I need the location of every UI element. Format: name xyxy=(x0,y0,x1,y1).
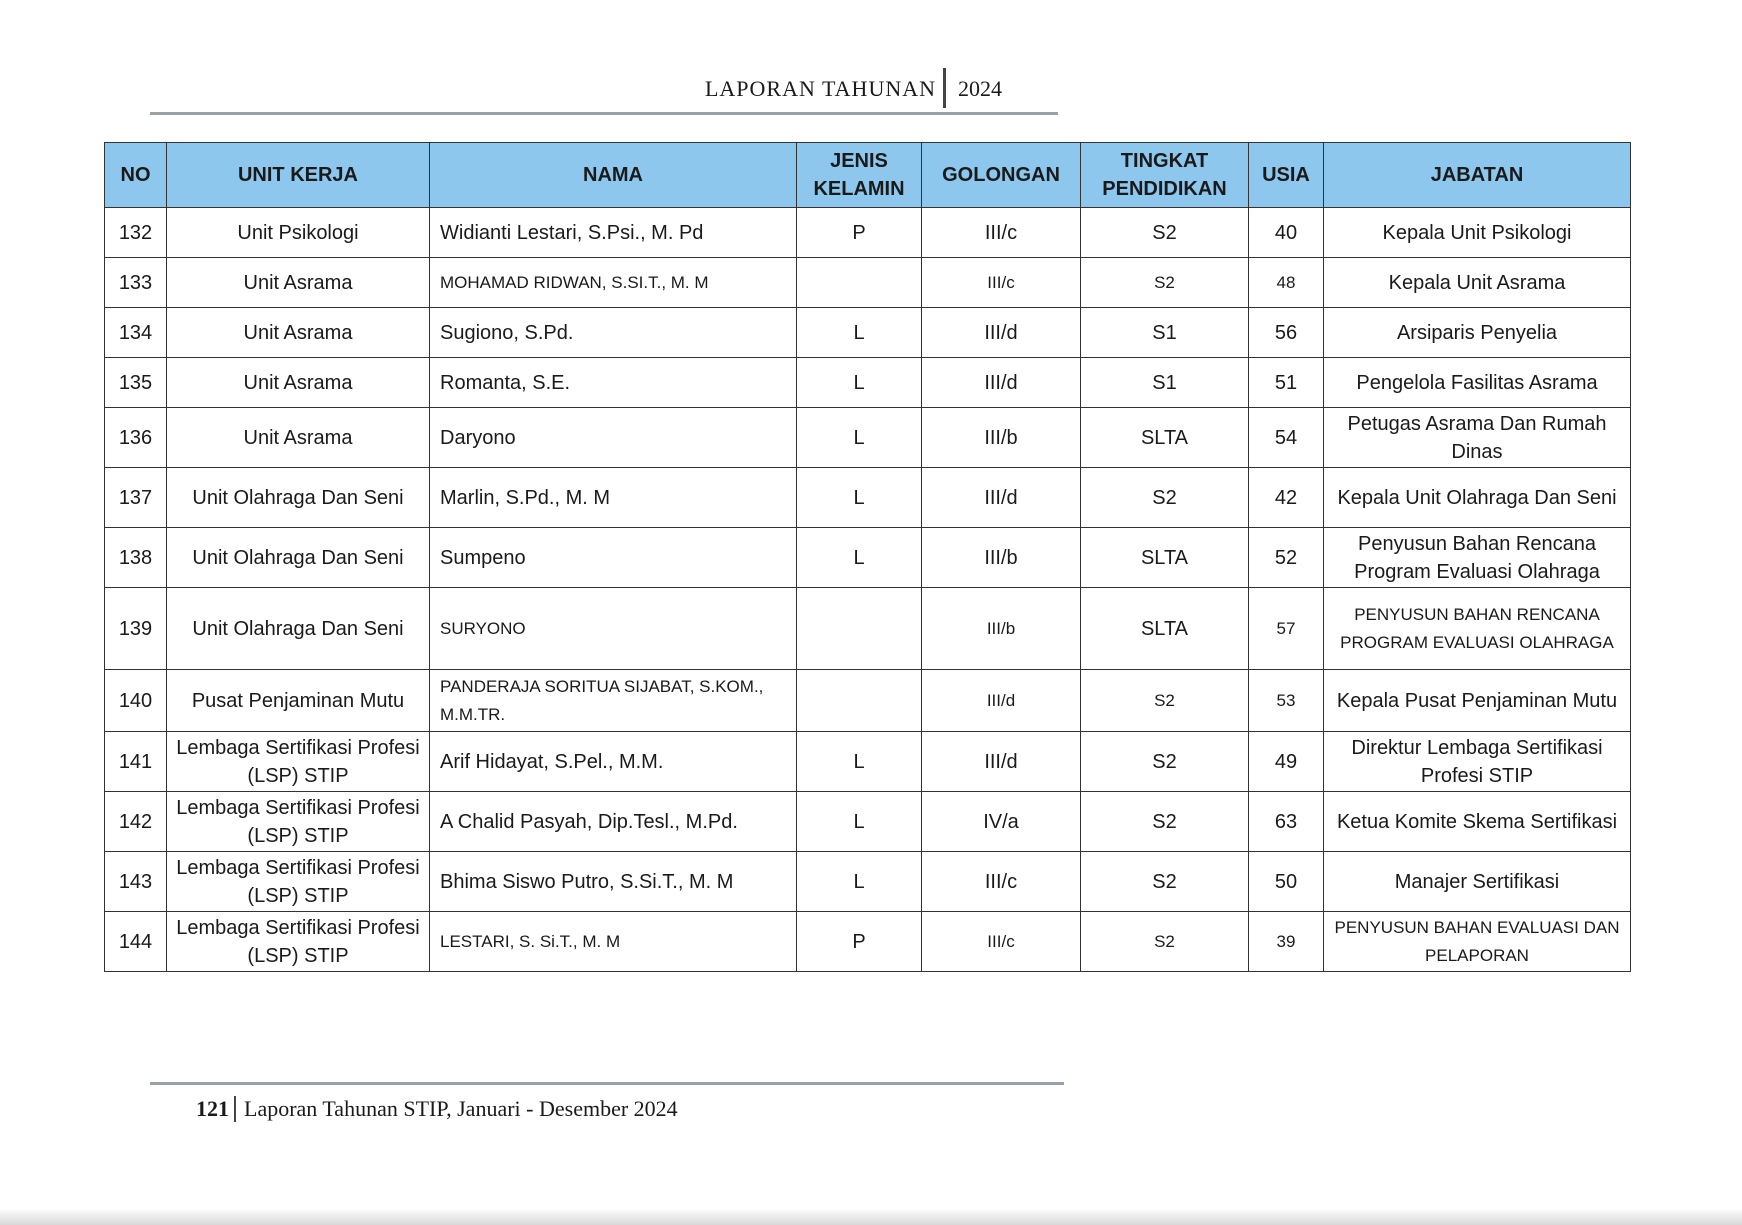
cell-pendidikan: S1 xyxy=(1081,358,1249,408)
cell-jabatan: Penyusun Bahan Rencana Program Evaluasi Olahraga xyxy=(1324,528,1631,588)
scan-edge-shadow xyxy=(0,1208,1742,1225)
cell-golongan: III/d xyxy=(922,308,1081,358)
cell-usia: 57 xyxy=(1249,588,1324,670)
cell-golongan: III/d xyxy=(922,670,1081,732)
cell-usia: 48 xyxy=(1249,258,1324,308)
cell-jabatan: Kepala Pusat Penjaminan Mutu xyxy=(1324,670,1631,732)
cell-jenis-kelamin: L xyxy=(797,528,922,588)
cell-unit-kerja: Unit Psikologi xyxy=(167,208,430,258)
cell-nama: A Chalid Pasyah, Dip.Tesl., M.Pd. xyxy=(430,792,797,852)
cell-golongan: III/c xyxy=(922,208,1081,258)
cell-pendidikan: S2 xyxy=(1081,258,1249,308)
header-separator xyxy=(943,68,946,108)
column-header-jenis-kelamin: JENIS KELAMIN xyxy=(797,143,922,208)
cell-golongan: III/c xyxy=(922,258,1081,308)
cell-jabatan: Kepala Unit Olahraga Dan Seni xyxy=(1324,468,1631,528)
cell-jenis-kelamin: L xyxy=(797,468,922,528)
cell-unit-kerja: Unit Olahraga Dan Seni xyxy=(167,588,430,670)
table-row xyxy=(105,208,1631,258)
cell-jabatan: Pengelola Fasilitas Asrama xyxy=(1324,358,1631,408)
table-row xyxy=(105,670,1631,732)
table-row xyxy=(105,408,1631,468)
cell-no: 140 xyxy=(105,670,167,732)
cell-no: 132 xyxy=(105,208,167,258)
cell-golongan: III/c xyxy=(922,852,1081,912)
cell-unit-kerja: Lembaga Sertifikasi Profesi (LSP) STIP xyxy=(167,792,430,852)
column-header-unit-kerja: UNIT KERJA xyxy=(167,143,430,208)
cell-golongan: III/d xyxy=(922,732,1081,792)
cell-no: 133 xyxy=(105,258,167,308)
cell-jenis-kelamin xyxy=(797,670,922,732)
column-header-golongan: GOLONGAN xyxy=(922,143,1081,208)
cell-golongan: IV/a xyxy=(922,792,1081,852)
cell-no: 136 xyxy=(105,408,167,468)
table-row xyxy=(105,528,1631,588)
cell-usia: 50 xyxy=(1249,852,1324,912)
cell-jabatan: Manajer Sertifikasi xyxy=(1324,852,1631,912)
cell-pendidikan: S2 xyxy=(1081,792,1249,852)
page-footer xyxy=(150,1082,1064,1132)
cell-jenis-kelamin xyxy=(797,588,922,670)
column-header-tingkat-pendidikan: TINGKAT PENDIDIKAN xyxy=(1081,143,1249,208)
column-header-nama: NAMA xyxy=(430,143,797,208)
cell-nama: MOHAMAD RIDWAN, S.SI.T., M. M xyxy=(430,258,797,308)
cell-pendidikan: S2 xyxy=(1081,852,1249,912)
cell-nama: Sugiono, S.Pd. xyxy=(430,308,797,358)
cell-jabatan: Petugas Asrama Dan Rumah Dinas xyxy=(1324,408,1631,468)
cell-usia: 52 xyxy=(1249,528,1324,588)
cell-jenis-kelamin: L xyxy=(797,358,922,408)
cell-nama: Sumpeno xyxy=(430,528,797,588)
cell-jabatan: Direktur Lembaga Sertifikasi Profesi STIP xyxy=(1324,732,1631,792)
cell-pendidikan: S2 xyxy=(1081,670,1249,732)
cell-pendidikan: S2 xyxy=(1081,912,1249,972)
cell-no: 142 xyxy=(105,792,167,852)
cell-jenis-kelamin xyxy=(797,258,922,308)
cell-nama: Marlin, S.Pd., M. M xyxy=(430,468,797,528)
cell-golongan: III/b xyxy=(922,528,1081,588)
cell-jenis-kelamin: L xyxy=(797,792,922,852)
header-title: LAPORAN TAHUNAN xyxy=(704,76,936,101)
cell-pendidikan: S2 xyxy=(1081,732,1249,792)
footer-text: Laporan Tahunan STIP, Januari - Desember 2024 xyxy=(244,1096,678,1121)
cell-no: 137 xyxy=(105,468,167,528)
cell-usia: 63 xyxy=(1249,792,1324,852)
table-row xyxy=(105,258,1631,308)
cell-golongan: III/b xyxy=(922,588,1081,670)
cell-unit-kerja: Unit Olahraga Dan Seni xyxy=(167,468,430,528)
header-year: 2024 xyxy=(958,76,1002,101)
cell-pendidikan: S1 xyxy=(1081,308,1249,358)
cell-no: 134 xyxy=(105,308,167,358)
table-row xyxy=(105,732,1631,792)
cell-nama: SURYONO xyxy=(430,588,797,670)
footer-separator xyxy=(234,1096,236,1122)
cell-unit-kerja: Lembaga Sertifikasi Profesi (LSP) STIP xyxy=(167,732,430,792)
cell-no: 141 xyxy=(105,732,167,792)
column-header-no: NO xyxy=(105,143,167,208)
cell-unit-kerja: Unit Asrama xyxy=(167,258,430,308)
cell-usia: 53 xyxy=(1249,670,1324,732)
cell-no: 138 xyxy=(105,528,167,588)
cell-nama: Romanta, S.E. xyxy=(430,358,797,408)
cell-unit-kerja: Lembaga Sertifikasi Profesi (LSP) STIP xyxy=(167,852,430,912)
cell-nama: Daryono xyxy=(430,408,797,468)
cell-unit-kerja: Lembaga Sertifikasi Profesi (LSP) STIP xyxy=(167,912,430,972)
table-row xyxy=(105,358,1631,408)
cell-usia: 54 xyxy=(1249,408,1324,468)
cell-unit-kerja: Pusat Penjaminan Mutu xyxy=(167,670,430,732)
column-header-usia: USIA xyxy=(1249,143,1324,208)
cell-jenis-kelamin: L xyxy=(797,308,922,358)
page-header xyxy=(150,64,1060,118)
cell-golongan: III/d xyxy=(922,468,1081,528)
cell-golongan: III/d xyxy=(922,358,1081,408)
cell-no: 139 xyxy=(105,588,167,670)
footer-rule xyxy=(150,1082,1064,1085)
cell-nama: Widianti Lestari, S.Psi., M. Pd xyxy=(430,208,797,258)
column-header-jabatan: JABATAN xyxy=(1324,143,1631,208)
cell-usia: 56 xyxy=(1249,308,1324,358)
page-number: 121 xyxy=(196,1096,229,1121)
cell-unit-kerja: Unit Olahraga Dan Seni xyxy=(167,528,430,588)
cell-golongan: III/c xyxy=(922,912,1081,972)
header-rule xyxy=(150,112,1058,115)
cell-usia: 49 xyxy=(1249,732,1324,792)
table-row xyxy=(105,852,1631,912)
cell-pendidikan: SLTA xyxy=(1081,408,1249,468)
cell-unit-kerja: Unit Asrama xyxy=(167,358,430,408)
cell-jenis-kelamin: L xyxy=(797,732,922,792)
table-row xyxy=(105,308,1631,358)
cell-pendidikan: SLTA xyxy=(1081,588,1249,670)
employee-table xyxy=(104,142,1631,972)
cell-jenis-kelamin: P xyxy=(797,208,922,258)
cell-pendidikan: S2 xyxy=(1081,208,1249,258)
table-row xyxy=(105,588,1631,670)
cell-jabatan: Ketua Komite Skema Sertifikasi xyxy=(1324,792,1631,852)
cell-unit-kerja: Unit Asrama xyxy=(167,308,430,358)
table-header-row xyxy=(105,143,1631,208)
cell-usia: 40 xyxy=(1249,208,1324,258)
cell-jabatan: Kepala Unit Psikologi xyxy=(1324,208,1631,258)
cell-usia: 42 xyxy=(1249,468,1324,528)
cell-nama: PANDERAJA SORITUA SIJABAT, S.KOM., M.M.TR. xyxy=(430,670,797,732)
cell-nama: LESTARI, S. Si.T., M. M xyxy=(430,912,797,972)
cell-jabatan: Arsiparis Penyelia xyxy=(1324,308,1631,358)
cell-jenis-kelamin: L xyxy=(797,408,922,468)
cell-no: 135 xyxy=(105,358,167,408)
cell-no: 144 xyxy=(105,912,167,972)
table-row xyxy=(105,792,1631,852)
cell-pendidikan: S2 xyxy=(1081,468,1249,528)
cell-jenis-kelamin: P xyxy=(797,912,922,972)
cell-jabatan: PENYUSUN BAHAN EVALUASI DAN PELAPORAN xyxy=(1324,912,1631,972)
cell-nama: Bhima Siswo Putro, S.Si.T., M. M xyxy=(430,852,797,912)
cell-jabatan: PENYUSUN BAHAN RENCANA PROGRAM EVALUASI OLAHRAGA xyxy=(1324,588,1631,670)
cell-usia: 51 xyxy=(1249,358,1324,408)
cell-unit-kerja: Unit Asrama xyxy=(167,408,430,468)
cell-pendidikan: SLTA xyxy=(1081,528,1249,588)
cell-jenis-kelamin: L xyxy=(797,852,922,912)
cell-jabatan: Kepala Unit Asrama xyxy=(1324,258,1631,308)
cell-no: 143 xyxy=(105,852,167,912)
table-row xyxy=(105,912,1631,972)
table-row xyxy=(105,468,1631,528)
cell-usia: 39 xyxy=(1249,912,1324,972)
cell-nama: Arif Hidayat, S.Pel., M.M. xyxy=(430,732,797,792)
cell-golongan: III/b xyxy=(922,408,1081,468)
